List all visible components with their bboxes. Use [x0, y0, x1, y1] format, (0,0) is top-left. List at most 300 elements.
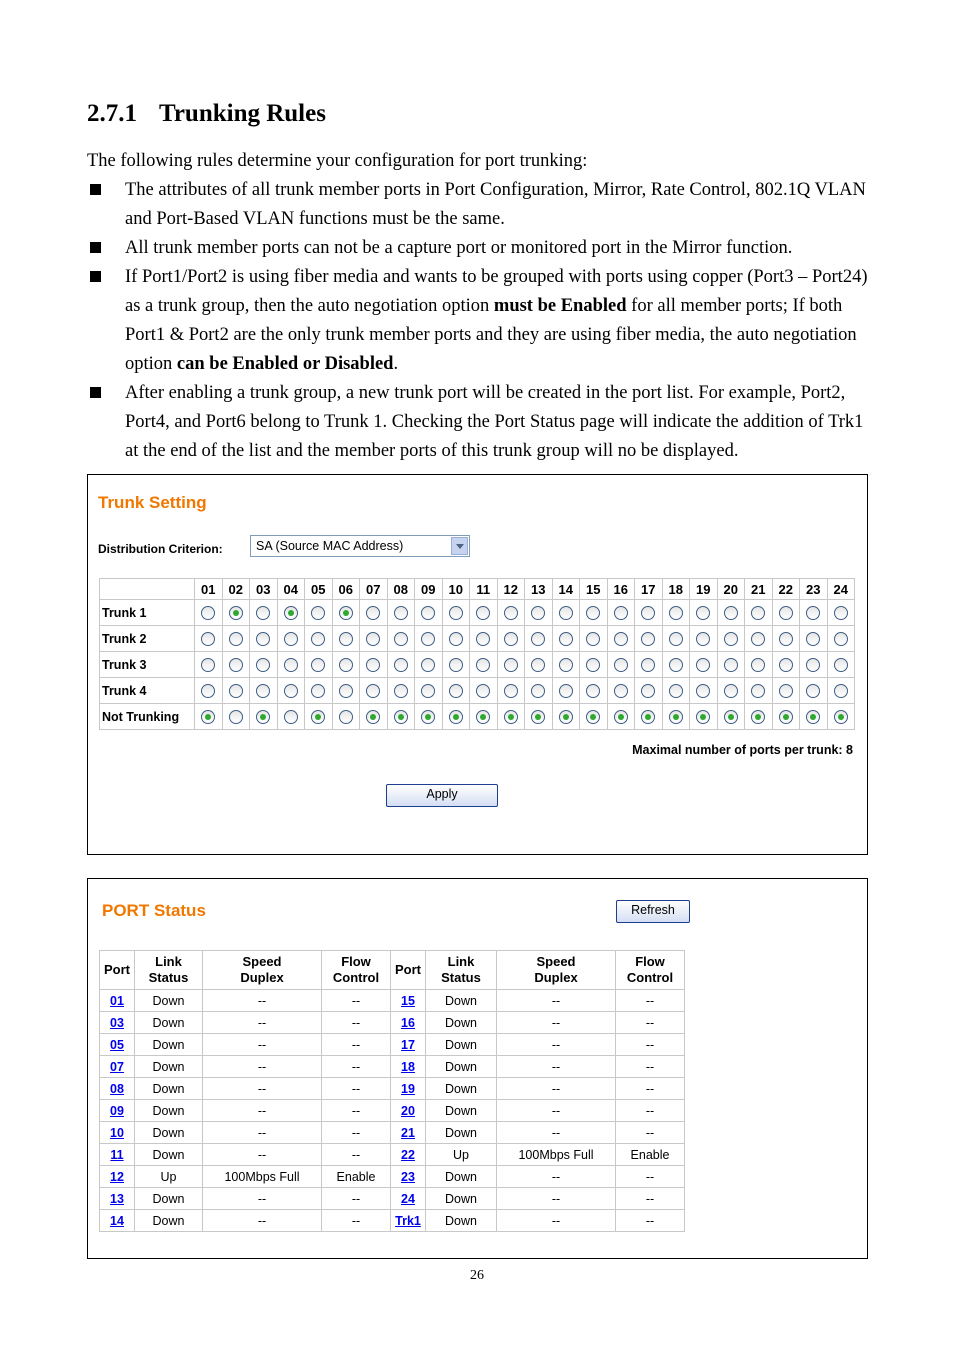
speed-duplex-cell: --: [203, 1210, 322, 1232]
table-row: [100, 1100, 685, 1122]
port-link[interactable]: 01: [110, 993, 124, 1008]
port-radio[interactable]: [669, 632, 683, 646]
link-status-cell: Down: [135, 1144, 203, 1166]
port-radio[interactable]: [366, 684, 380, 698]
port-column-header: 11: [470, 579, 498, 600]
port-radio[interactable]: [311, 710, 325, 724]
trunk-cell: [360, 678, 388, 704]
trunk-cell: [442, 652, 470, 678]
trunk-cell: [360, 600, 388, 626]
port-radio[interactable]: [531, 684, 545, 698]
port-radio[interactable]: [696, 632, 710, 646]
port-radio[interactable]: [531, 658, 545, 672]
header-speed-duplex: Speed Duplex: [203, 951, 322, 990]
trunk-cell: [277, 652, 305, 678]
port-radio[interactable]: [311, 684, 325, 698]
port-radio[interactable]: [586, 658, 600, 672]
port-radio[interactable]: [614, 710, 628, 724]
speed-duplex-cell: 100Mbps Full: [203, 1166, 322, 1188]
port-link[interactable]: 08: [110, 1081, 124, 1096]
port-column-header: 01: [195, 579, 223, 600]
link-status-cell: Down: [135, 1078, 203, 1100]
port-column-header: 18: [662, 579, 690, 600]
port-radio[interactable]: [779, 710, 793, 724]
port-radio[interactable]: [229, 606, 243, 620]
flow-control-cell: --: [322, 1210, 391, 1232]
port-radio[interactable]: [256, 710, 270, 724]
port-radio[interactable]: [614, 606, 628, 620]
port-radio[interactable]: [834, 684, 848, 698]
port-radio[interactable]: [476, 658, 490, 672]
port-column-header: 09: [415, 579, 443, 600]
trunk-cell: [800, 626, 828, 652]
trunk-cell: [277, 600, 305, 626]
port-cell: [100, 1188, 135, 1210]
trunk-cell: [250, 704, 278, 730]
section-number: 2.7.1: [87, 100, 137, 127]
port-radio[interactable]: [201, 658, 215, 672]
port-radio[interactable]: [834, 632, 848, 646]
flow-control-cell: Enable: [322, 1166, 391, 1188]
port-radio[interactable]: [834, 606, 848, 620]
port-link[interactable]: 21: [401, 1125, 415, 1140]
trunk-cell: [525, 600, 553, 626]
intro-paragraph: The following rules determine your configuration for port trunking:: [87, 151, 588, 171]
port-radio[interactable]: [201, 606, 215, 620]
port-cell: [391, 1100, 426, 1122]
port-radio[interactable]: [504, 710, 518, 724]
list-item: If Port1/Port2 is using fiber media and wants to be grouped with ports using copper (Port3 – Port24) as a trunk group, then the auto negotiation option must be Enabled for all member ports; If both Port1 & Port2 are the only trunk member ports and they are using fiber media, the auto negotiation option can be Enabled or Disabled.: [87, 263, 877, 379]
trunk-cell: [690, 704, 718, 730]
port-cell: [391, 1144, 426, 1166]
port-column-header: 20: [717, 579, 745, 600]
port-radio[interactable]: [559, 710, 573, 724]
port-radio[interactable]: [641, 606, 655, 620]
link-status-cell: Down: [426, 1056, 497, 1078]
port-radio[interactable]: [449, 606, 463, 620]
speed-duplex-cell: --: [203, 1144, 322, 1166]
port-radio[interactable]: [256, 658, 270, 672]
trunk-cell: [635, 652, 663, 678]
port-radio[interactable]: [586, 632, 600, 646]
port-radio[interactable]: [806, 710, 820, 724]
trunk-cell: [635, 600, 663, 626]
port-radio[interactable]: [614, 684, 628, 698]
trunk-cell: [772, 600, 800, 626]
trunk-cell: [360, 652, 388, 678]
port-radio[interactable]: [751, 684, 765, 698]
port-radio[interactable]: [339, 684, 353, 698]
trunk-cell: [195, 600, 223, 626]
port-radio[interactable]: [724, 684, 738, 698]
port-link[interactable]: 18: [401, 1059, 415, 1074]
trunk-cell: [470, 652, 498, 678]
port-radio[interactable]: [366, 632, 380, 646]
port-radio[interactable]: [724, 710, 738, 724]
port-radio[interactable]: [229, 658, 243, 672]
distribution-criterion-label: Distribution Criterion:: [98, 542, 223, 556]
corner-cell: [100, 579, 195, 600]
trunk-cell: [415, 678, 443, 704]
link-status-cell: Up: [135, 1166, 203, 1188]
port-cell: [100, 1034, 135, 1056]
section-title: Trunking Rules: [159, 100, 326, 127]
port-radio[interactable]: [669, 710, 683, 724]
port-radio[interactable]: [394, 684, 408, 698]
port-radio[interactable]: [531, 606, 545, 620]
port-radio[interactable]: [256, 606, 270, 620]
trunk-cell: [332, 678, 360, 704]
trunk-cell: [745, 704, 773, 730]
port-radio[interactable]: [366, 710, 380, 724]
port-link[interactable]: 13: [110, 1191, 124, 1206]
trunk-cell: [772, 704, 800, 730]
port-radio[interactable]: [806, 684, 820, 698]
flow-control-cell: --: [616, 990, 685, 1012]
port-radio[interactable]: [229, 710, 243, 724]
speed-duplex-cell: --: [497, 1188, 616, 1210]
port-radio[interactable]: [421, 658, 435, 672]
port-radio[interactable]: [229, 632, 243, 646]
port-radio[interactable]: [339, 658, 353, 672]
port-radio[interactable]: [366, 658, 380, 672]
port-radio[interactable]: [311, 606, 325, 620]
list-item: After enabling a trunk group, a new trunk port will be created in the port list. For example, Port2, Port4, and Port6 belong to Trunk 1. Checking the Port Status page will indicate the addition of Trk1 at the end of the list and the member ports of this trunk group will no be displayed.: [87, 379, 877, 466]
port-radio[interactable]: [779, 684, 793, 698]
header-flow-control: Flow Control: [616, 951, 685, 990]
speed-duplex-cell: 100Mbps Full: [497, 1144, 616, 1166]
port-radio[interactable]: [421, 606, 435, 620]
port-radio[interactable]: [284, 606, 298, 620]
port-radio[interactable]: [531, 710, 545, 724]
flow-control-cell: --: [322, 1078, 391, 1100]
port-radio[interactable]: [284, 684, 298, 698]
link-status-cell: Down: [135, 1188, 203, 1210]
trunk-cell: [772, 678, 800, 704]
port-link[interactable]: 11: [110, 1147, 124, 1162]
port-link[interactable]: Trk1: [395, 1213, 421, 1228]
distribution-criterion-select[interactable]: [250, 535, 470, 557]
trunk-cell: [662, 600, 690, 626]
speed-duplex-cell: --: [497, 1166, 616, 1188]
port-radio[interactable]: [779, 606, 793, 620]
port-cell: [100, 1078, 135, 1100]
port-link[interactable]: 15: [401, 993, 415, 1008]
trunk-cell: [442, 626, 470, 652]
port-link[interactable]: 03: [110, 1015, 124, 1030]
trunk-cell: [800, 704, 828, 730]
trunk-cell: [800, 678, 828, 704]
port-link[interactable]: 14: [110, 1213, 124, 1228]
trunk-cell: [745, 600, 773, 626]
header-flow-control: Flow Control: [322, 951, 391, 990]
port-link[interactable]: 09: [110, 1103, 124, 1118]
trunk-setting-title: Trunk Setting: [98, 493, 207, 512]
port-radio[interactable]: [559, 684, 573, 698]
port-radio[interactable]: [696, 710, 710, 724]
port-radio[interactable]: [834, 710, 848, 724]
list-item: The attributes of all trunk member ports in Port Configuration, Mirror, Rate Control, 802.1Q VLAN and Port-Based VLAN functions must be the same.: [87, 176, 877, 234]
bullet-square-icon: [90, 184, 101, 195]
max-ports-note: Maximal number of ports per trunk: 8: [632, 743, 853, 757]
port-radio[interactable]: [201, 710, 215, 724]
trunk-cell: [470, 678, 498, 704]
trunk-cell: [745, 678, 773, 704]
port-radio[interactable]: [751, 710, 765, 724]
port-radio[interactable]: [559, 632, 573, 646]
port-link[interactable]: 19: [401, 1081, 415, 1096]
table-row: [100, 1078, 685, 1100]
port-radio[interactable]: [394, 710, 408, 724]
port-cell: [391, 1188, 426, 1210]
port-link[interactable]: 23: [401, 1169, 415, 1184]
trunk-cell: [800, 652, 828, 678]
trunk-cell: [387, 678, 415, 704]
port-radio[interactable]: [806, 658, 820, 672]
trunk-cell: [662, 626, 690, 652]
port-radio[interactable]: [449, 684, 463, 698]
flow-control-cell: --: [616, 1122, 685, 1144]
port-radio[interactable]: [256, 684, 270, 698]
port-radio[interactable]: [806, 606, 820, 620]
port-radio[interactable]: [394, 658, 408, 672]
port-column-header: 17: [635, 579, 663, 600]
trunk-cell: [470, 600, 498, 626]
flow-control-cell: --: [322, 990, 391, 1012]
trunk-cell: [662, 704, 690, 730]
port-link[interactable]: 17: [401, 1037, 415, 1052]
port-radio[interactable]: [504, 632, 518, 646]
port-radio[interactable]: [476, 606, 490, 620]
table-row: [100, 1056, 685, 1078]
port-column-header: 21: [745, 579, 773, 600]
flow-control-cell: --: [322, 1056, 391, 1078]
port-radio[interactable]: [641, 710, 655, 724]
port-radio[interactable]: [476, 684, 490, 698]
list-item: All trunk member ports can not be a capture port or monitored port in the Mirror function.: [87, 234, 877, 263]
port-radio[interactable]: [779, 632, 793, 646]
port-radio[interactable]: [311, 658, 325, 672]
port-radio[interactable]: [586, 606, 600, 620]
link-status-cell: Down: [135, 1034, 203, 1056]
port-column-header: 22: [772, 579, 800, 600]
trunk-cell: [250, 600, 278, 626]
table-row: [100, 678, 855, 704]
port-radio[interactable]: [559, 658, 573, 672]
trunk-cell: [497, 626, 525, 652]
refresh-button[interactable]: Refresh: [616, 900, 690, 923]
table-row: [100, 990, 685, 1012]
port-column-header: 04: [277, 579, 305, 600]
port-link[interactable]: 16: [401, 1015, 415, 1030]
trunk-cell: [552, 626, 580, 652]
port-radio[interactable]: [421, 632, 435, 646]
port-radio[interactable]: [284, 632, 298, 646]
trunk-cell: [690, 678, 718, 704]
port-radio[interactable]: [751, 606, 765, 620]
trunk-cell: [525, 652, 553, 678]
trunk-cell: [580, 600, 608, 626]
port-radio[interactable]: [641, 684, 655, 698]
trunk-cell: [332, 652, 360, 678]
table-row: [100, 1210, 685, 1232]
port-column-header: 10: [442, 579, 470, 600]
flow-control-cell: --: [616, 1166, 685, 1188]
chevron-down-icon[interactable]: [451, 537, 468, 555]
port-column-header: 06: [332, 579, 360, 600]
trunk-cell: [387, 626, 415, 652]
port-radio[interactable]: [586, 710, 600, 724]
port-radio[interactable]: [724, 606, 738, 620]
port-radio[interactable]: [724, 658, 738, 672]
port-radio[interactable]: [696, 658, 710, 672]
port-radio[interactable]: [449, 710, 463, 724]
port-radio[interactable]: [284, 710, 298, 724]
port-radio[interactable]: [586, 684, 600, 698]
port-radio[interactable]: [641, 632, 655, 646]
port-radio[interactable]: [669, 606, 683, 620]
port-link[interactable]: 22: [401, 1147, 415, 1162]
speed-duplex-cell: --: [203, 990, 322, 1012]
trunk-cell: [497, 652, 525, 678]
port-radio[interactable]: [476, 632, 490, 646]
port-cell: [391, 1166, 426, 1188]
trunk-cell: [442, 704, 470, 730]
header-port: Port: [100, 951, 135, 990]
port-column-header: 05: [305, 579, 333, 600]
port-radio[interactable]: [751, 658, 765, 672]
speed-duplex-cell: --: [497, 1100, 616, 1122]
port-radio[interactable]: [669, 684, 683, 698]
flow-control-cell: --: [616, 1210, 685, 1232]
link-status-cell: Down: [426, 1166, 497, 1188]
port-radio[interactable]: [449, 632, 463, 646]
port-link[interactable]: 05: [110, 1037, 124, 1052]
trunk-cell: [277, 704, 305, 730]
port-link[interactable]: 12: [110, 1169, 124, 1184]
trunk-cell: [415, 704, 443, 730]
trunk-cell: [827, 600, 855, 626]
port-radio[interactable]: [751, 632, 765, 646]
port-radio[interactable]: [339, 710, 353, 724]
trunk-cell: [305, 626, 333, 652]
port-radio[interactable]: [201, 632, 215, 646]
trunk-cell: [277, 678, 305, 704]
port-radio[interactable]: [806, 632, 820, 646]
trunk-cell: [772, 652, 800, 678]
trunk-cell: [607, 652, 635, 678]
apply-button[interactable]: Apply: [386, 784, 498, 807]
port-cell: [391, 1056, 426, 1078]
trunk-cell: [332, 704, 360, 730]
trunk-cell: [717, 652, 745, 678]
port-radio[interactable]: [834, 658, 848, 672]
port-radio[interactable]: [559, 606, 573, 620]
port-radio[interactable]: [339, 606, 353, 620]
port-radio[interactable]: [366, 606, 380, 620]
trunk-cell: [580, 626, 608, 652]
trunk-cell: [745, 626, 773, 652]
port-column-header: 19: [690, 579, 718, 600]
trunk-cell: [222, 626, 250, 652]
port-link[interactable]: 24: [401, 1191, 415, 1206]
port-radio[interactable]: [614, 632, 628, 646]
port-radio[interactable]: [394, 632, 408, 646]
port-radio[interactable]: [339, 632, 353, 646]
port-radio[interactable]: [421, 684, 435, 698]
trunk-cell: [250, 678, 278, 704]
flow-control-cell: --: [322, 1122, 391, 1144]
port-radio[interactable]: [779, 658, 793, 672]
trunk-cell: [607, 626, 635, 652]
port-radio[interactable]: [476, 710, 490, 724]
port-column-header: 14: [552, 579, 580, 600]
port-status-panel: [87, 878, 868, 1259]
trunk-cell: [222, 678, 250, 704]
port-cell: [391, 1078, 426, 1100]
port-link[interactable]: 07: [110, 1059, 124, 1074]
table-row: [100, 652, 855, 678]
trunk-row-label: Not Trunking: [100, 704, 195, 730]
trunk-cell: [415, 626, 443, 652]
port-radio[interactable]: [201, 684, 215, 698]
trunk-cell: [525, 626, 553, 652]
port-radio[interactable]: [531, 632, 545, 646]
port-radio[interactable]: [284, 658, 298, 672]
bullet-square-icon: [90, 387, 101, 398]
port-radio[interactable]: [614, 658, 628, 672]
port-radio[interactable]: [504, 684, 518, 698]
trunk-cell: [195, 626, 223, 652]
port-radio[interactable]: [229, 684, 243, 698]
port-radio[interactable]: [724, 632, 738, 646]
trunk-cell: [552, 678, 580, 704]
speed-duplex-cell: --: [497, 1056, 616, 1078]
port-link[interactable]: 10: [110, 1125, 124, 1140]
port-radio[interactable]: [696, 684, 710, 698]
port-radio[interactable]: [504, 658, 518, 672]
trunk-cell: [827, 626, 855, 652]
table-row: [100, 1034, 685, 1056]
link-status-cell: Down: [135, 1012, 203, 1034]
trunk-cell: [250, 652, 278, 678]
header-link-status: Link Status: [135, 951, 203, 990]
bullet-square-icon: [90, 271, 101, 282]
port-radio[interactable]: [669, 658, 683, 672]
port-status-title: PORT Status: [102, 901, 206, 920]
trunk-cell: [827, 678, 855, 704]
port-radio[interactable]: [394, 606, 408, 620]
port-radio[interactable]: [311, 632, 325, 646]
port-column-header: 03: [250, 579, 278, 600]
header-port: Port: [391, 951, 426, 990]
port-radio[interactable]: [641, 658, 655, 672]
table-row: [100, 704, 855, 730]
trunk-cell: [635, 678, 663, 704]
speed-duplex-cell: --: [497, 1122, 616, 1144]
port-radio[interactable]: [256, 632, 270, 646]
trunk-cell: [690, 652, 718, 678]
port-radio[interactable]: [504, 606, 518, 620]
trunk-cell: [415, 600, 443, 626]
port-column-header: 16: [607, 579, 635, 600]
port-radio[interactable]: [449, 658, 463, 672]
port-radio[interactable]: [696, 606, 710, 620]
port-radio[interactable]: [421, 710, 435, 724]
section-heading: [87, 100, 326, 128]
speed-duplex-cell: --: [497, 1078, 616, 1100]
port-link[interactable]: 20: [401, 1103, 415, 1118]
